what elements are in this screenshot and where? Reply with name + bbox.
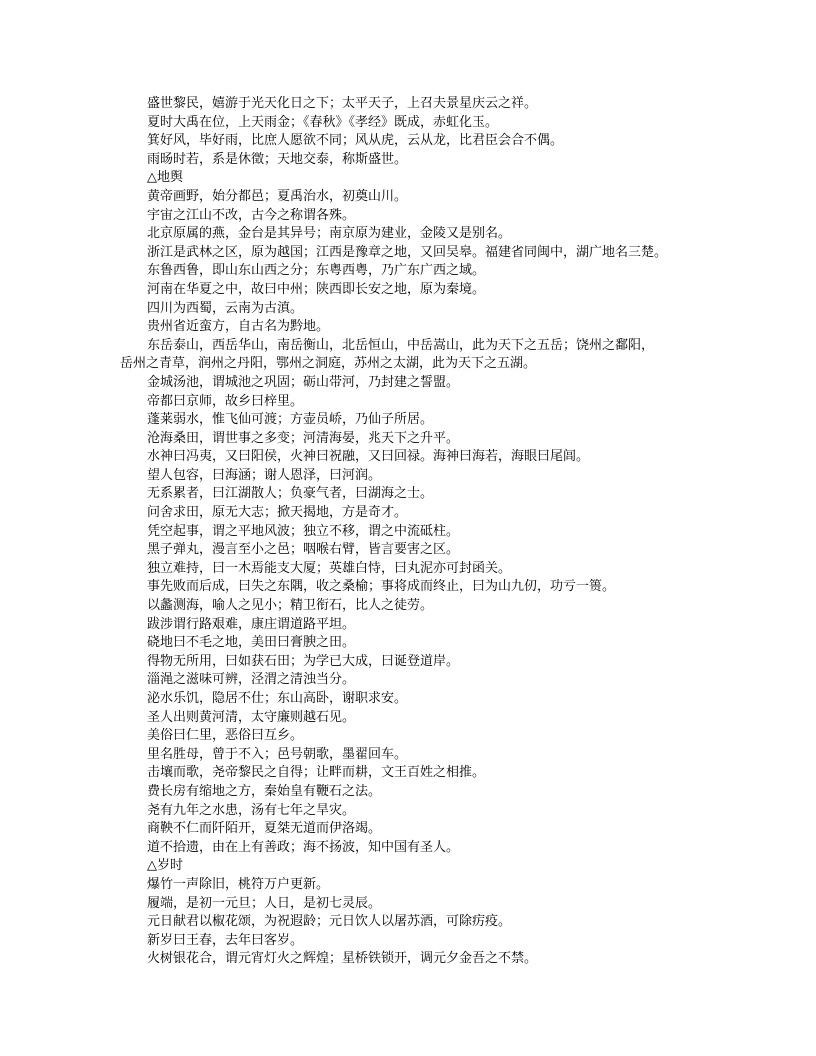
text-line: 独立难持，曰一木焉能支大厦；英雄白恃，曰丸泥亦可封函关。 <box>147 560 512 576</box>
text-line: 黑子弹丸，漫言至小之邑；咽喉右臂，皆言要害之区。 <box>147 542 460 558</box>
text-line: 蓬莱弱水，惟飞仙可渡；方壶员峤，乃仙子所居。 <box>147 412 434 428</box>
text-line: 履端，是初一元旦；人日，是初七灵辰。 <box>147 895 382 911</box>
text-line: 问舍求田，原无大志；掀天揭地，方是奇才。 <box>147 505 408 521</box>
text-line: 圣人出则黄河清，太守廉则越石见。 <box>147 709 356 725</box>
section-heading: △岁时 <box>147 858 183 874</box>
text-line: 硗地曰不毛之地，美田曰膏腴之田。 <box>147 635 356 651</box>
text-line: 里名胜母，曾于不入；邑号朝歌，墨翟回车。 <box>147 746 408 762</box>
text-line: 夏时大禹在位，上天雨金；《春秋》《孝经》既成，赤虹化玉。 <box>147 114 499 130</box>
body-text <box>120 95 700 969</box>
text-line: 商鞅不仁而阡陌开，夏桀无道而伊洛竭。 <box>147 821 382 837</box>
section-heading: △地舆 <box>147 170 183 186</box>
text-line: 以蠡测海，喻人之见小；精卫衔石，比人之徒劳。 <box>147 598 434 614</box>
text-line: 北京原属的燕，金台是其异号；南京原为建业，金陵又是别名。 <box>147 226 512 242</box>
text-line: 黄帝画野，始分都邑；夏禹治水，初奠山川。 <box>147 188 408 204</box>
text-line: 箕好风，毕好雨，比庶人愿欲不同；风从虎，云从龙，比君臣会合不偶。 <box>147 133 564 149</box>
text-line: 河南在华夏之中，故曰中州；陕西即长安之地，原为秦境。 <box>147 281 486 297</box>
text-line: 东鲁西鲁，即山东山西之分；东粤西粤，乃广东广西之域。 <box>147 263 486 279</box>
text-line: 四川为西蜀，云南为古滇。 <box>147 300 304 316</box>
text-line: 岳州之青草，润州之丹阳，鄂州之洞庭，苏州之太湖，此为天下之五湖。 <box>120 356 537 372</box>
text-line: 雨旸时若，系是休徵；天地交泰，称斯盛世。 <box>147 151 408 167</box>
text-line: 沧海桑田，谓世事之多变；河清海晏，兆天下之升平。 <box>147 430 460 446</box>
text-line: 击壤而歌，尧帝黎民之自得；让畔而耕，文王百姓之相推。 <box>147 765 486 781</box>
text-line: 美俗曰仁里，恶俗曰互乡。 <box>147 728 304 744</box>
text-line: 水神曰冯夷，又曰阳侯，火神曰祝融，又曰回禄。海神曰海若，海眼曰尾闾。 <box>147 449 590 465</box>
text-line: 无系累者，曰江湖散人；负豪气者，曰湖海之士。 <box>147 486 434 502</box>
text-line: 新岁曰王春，去年曰客岁。 <box>147 932 304 948</box>
text-line: 淄渑之滋味可辨，泾渭之清浊当分。 <box>147 672 356 688</box>
text-line: 跋涉谓行路艰难，康庄谓道路平坦。 <box>147 616 356 632</box>
text-line: 元日献君以椒花颂，为祝遐龄；元日饮人以屠苏酒，可除疠疫。 <box>147 914 512 930</box>
text-line: 帝都曰京师，故乡曰梓里。 <box>147 393 304 409</box>
text-line: 望人包容，曰海涵；谢人恩泽，曰河润。 <box>147 467 382 483</box>
text-line: 凭空起事，谓之平地风波；独立不移，谓之中流砥柱。 <box>147 523 460 539</box>
text-line: 贵州省近蛮方，自古名为黔地。 <box>147 319 330 335</box>
text-line: 盛世黎民，嬉游于光天化日之下；太平天子，上召夫景星庆云之祥。 <box>147 96 538 111</box>
text-line: 浙江是武林之区，原为越国；江西是豫章之地，又回吴皋。福建省同闽中，湖广地名三楚。 <box>147 244 668 260</box>
text-line: 尧有九年之水患，汤有七年之旱灾。 <box>147 802 356 818</box>
text-line: 宇宙之江山不改，古今之称谓各殊。 <box>147 207 356 223</box>
text-line: 泌水乐饥，隐居不仕；东山高卧，谢职求安。 <box>147 691 408 706</box>
text-line: 东岳泰山，西岳华山，南岳衡山，北岳恒山，中岳嵩山，此为天下之五岳；饶州之鄱阳， <box>147 337 655 353</box>
text-line: 得物无所用，曰如获石田；为学已大成，曰诞登道岸。 <box>147 653 460 669</box>
text-line: 事先败而后成，曰失之东隅，收之桑榆；事将成而终止，曰为山九仞，功亏一篑。 <box>147 579 616 595</box>
text-line: 火树银花合，谓元宵灯火之辉煌；星桥铁锁开，调元夕金吾之不禁。 <box>147 951 538 967</box>
text-line: 费长房有缩地之方，秦始皇有鞭石之法。 <box>147 783 382 799</box>
text-line: 金城汤池，谓城池之巩固；砺山带河，乃封建之誓盟。 <box>147 374 460 390</box>
text-line: 爆竹一声除旧，桃符万户更新。 <box>147 876 330 892</box>
text-line: 道不拾遗，由在上有善政；海不扬波，知中国有圣人。 <box>147 839 460 855</box>
